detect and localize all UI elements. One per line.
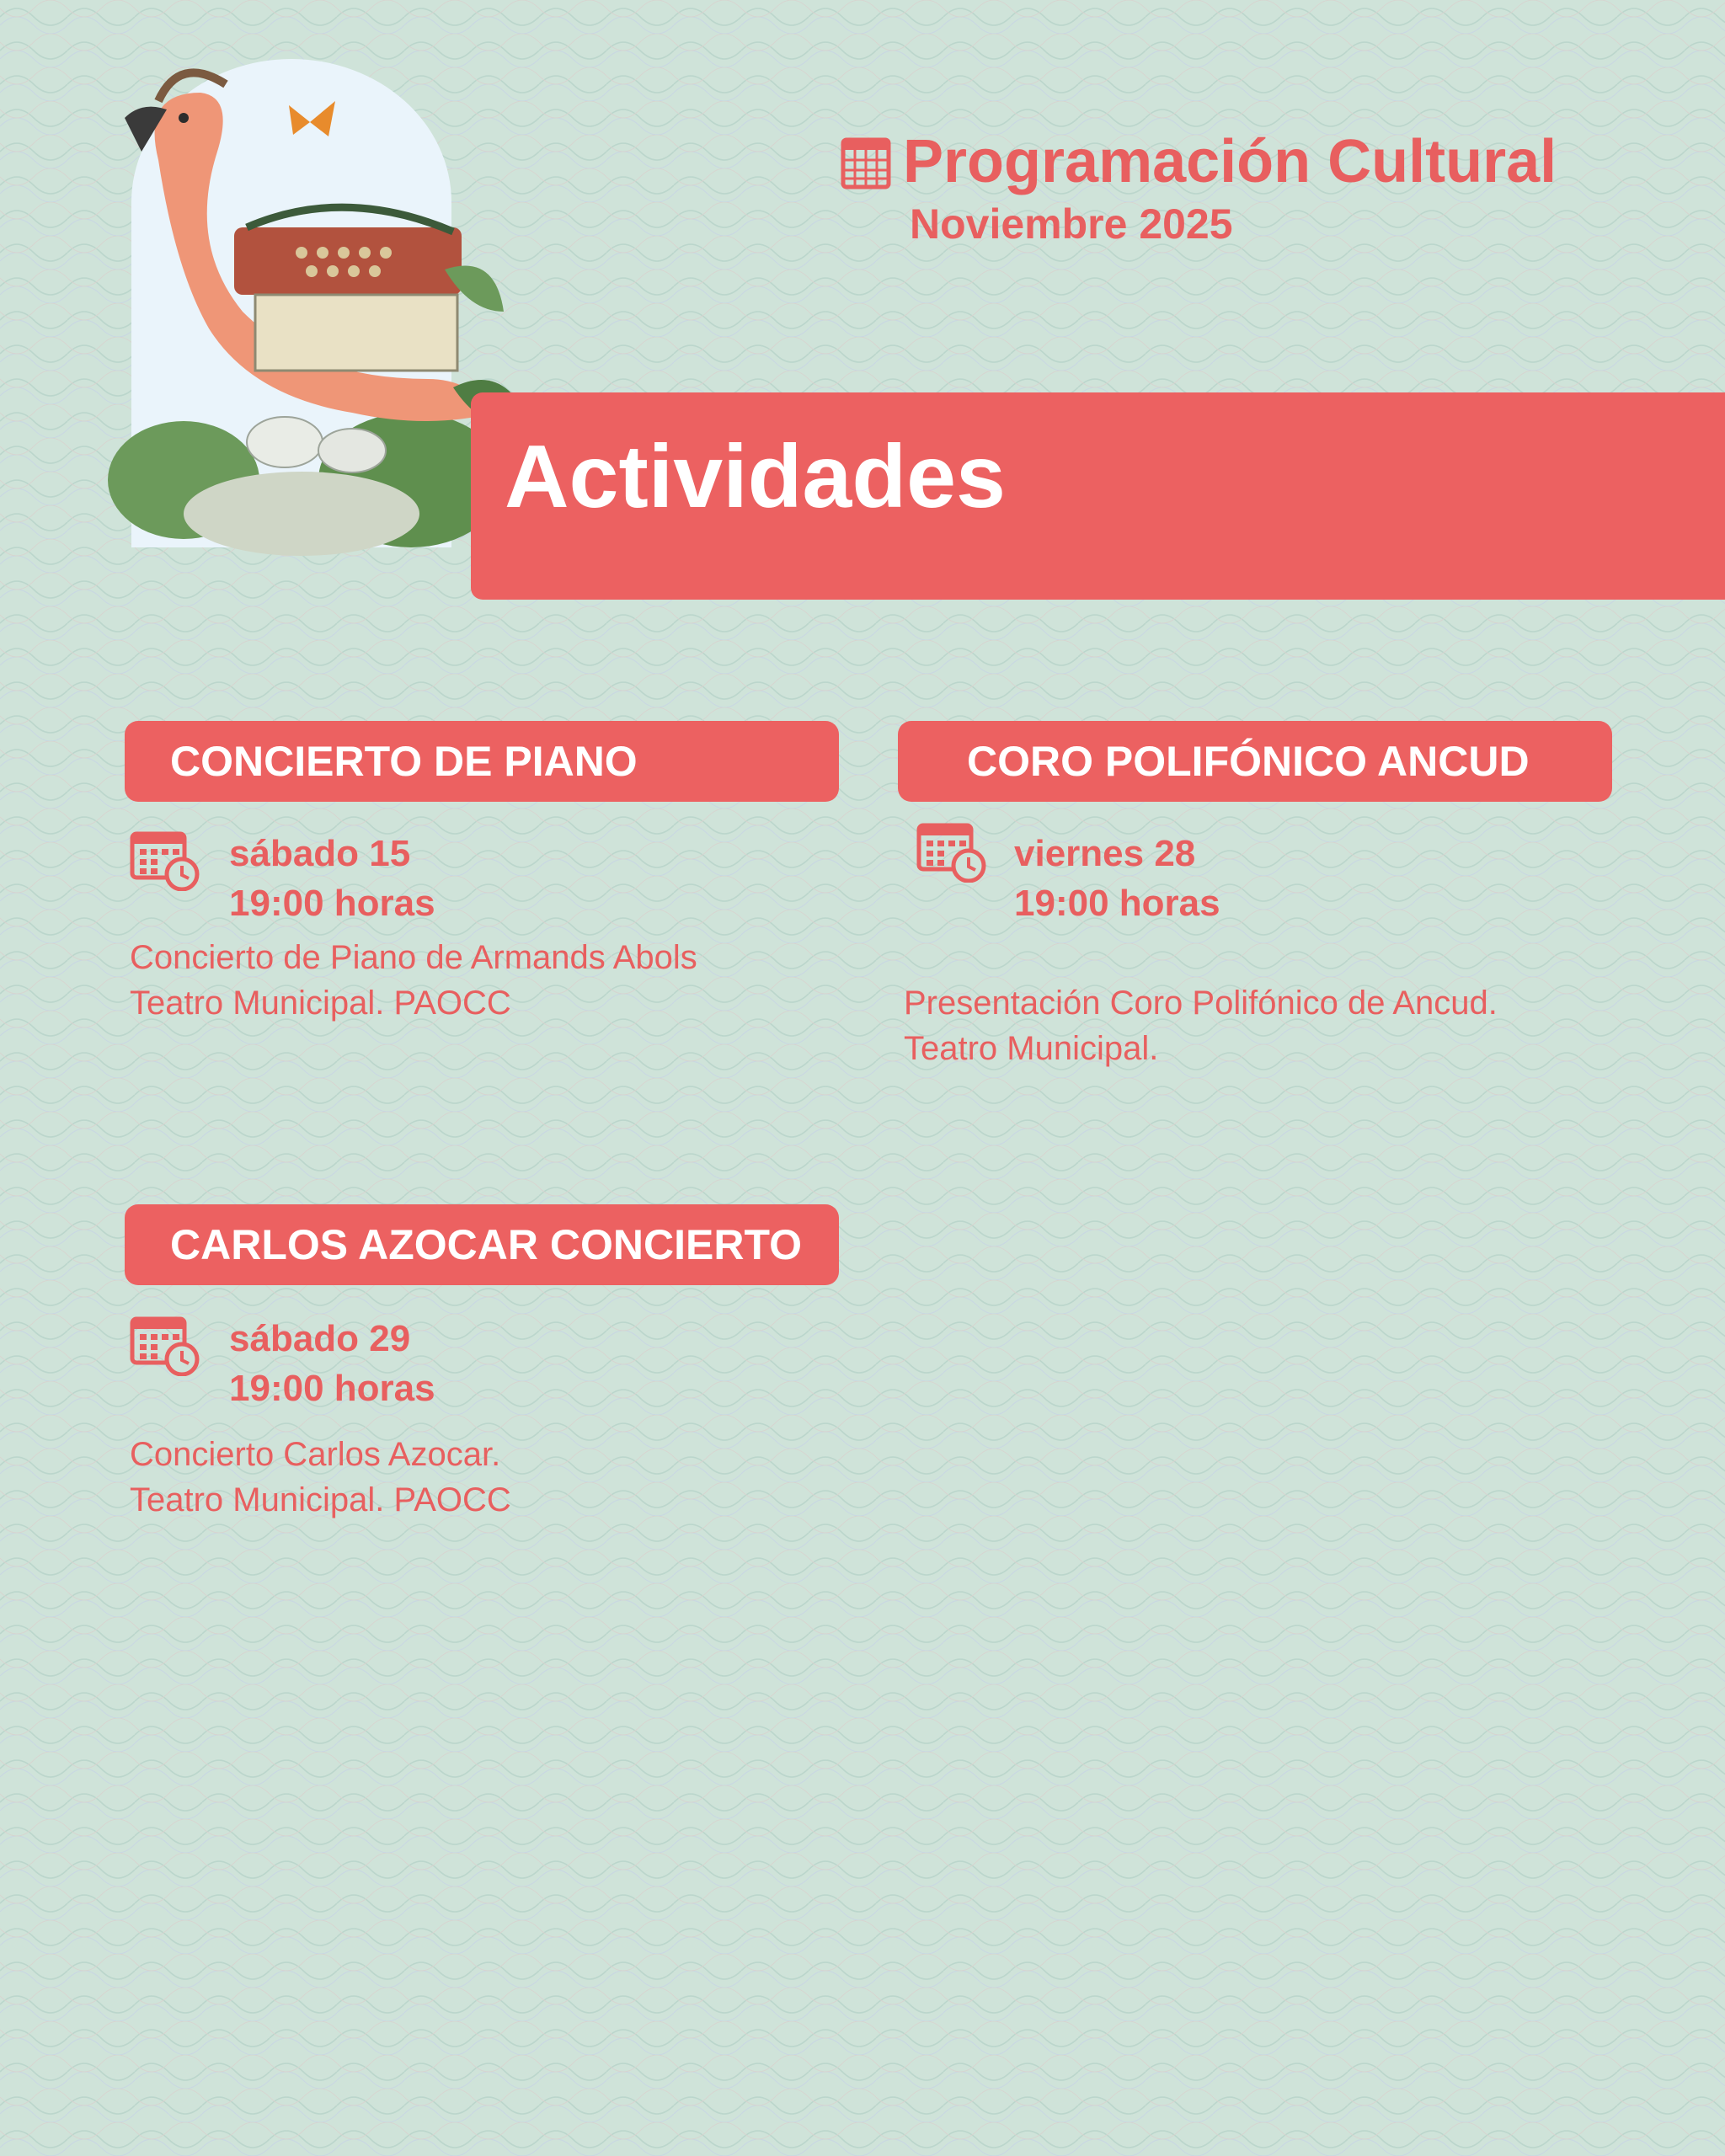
section-title: Actividades xyxy=(505,427,1007,526)
event-description-line: Presentación Coro Polifónico de Ancud. xyxy=(904,985,1498,1022)
event-title: CORO POLIFÓNICO ANCUD xyxy=(898,721,1612,802)
event-description-line: Teatro Municipal. xyxy=(904,1030,1159,1067)
event-description-line: Concierto de Piano de Armands Abols xyxy=(130,939,697,976)
event-date: sábado 29 xyxy=(229,1318,411,1359)
page-title: Programación Cultural xyxy=(903,128,1557,195)
calendar-clock-icon xyxy=(916,819,987,883)
event-time: 19:00 horas xyxy=(229,883,435,924)
calendar-clock-icon xyxy=(130,1312,200,1376)
event-date: viernes 28 xyxy=(1014,833,1196,874)
event-title: CARLOS AZOCAR CONCIERTO xyxy=(125,1204,839,1285)
section-banner xyxy=(471,392,1725,600)
event-description-line: Teatro Municipal. PAOCC xyxy=(130,1481,511,1518)
event-time: 19:00 horas xyxy=(1014,883,1220,924)
page-subtitle: Noviembre 2025 xyxy=(910,200,1233,248)
event-date: sábado 15 xyxy=(229,833,411,874)
calendar-icon xyxy=(841,135,891,190)
event-description-line: Teatro Municipal. PAOCC xyxy=(130,985,511,1022)
calendar-clock-icon xyxy=(130,827,200,891)
event-time: 19:00 horas xyxy=(229,1368,435,1409)
event-description-line: Concierto Carlos Azocar. xyxy=(130,1436,501,1473)
event-title: CONCIERTO DE PIANO xyxy=(125,721,839,802)
